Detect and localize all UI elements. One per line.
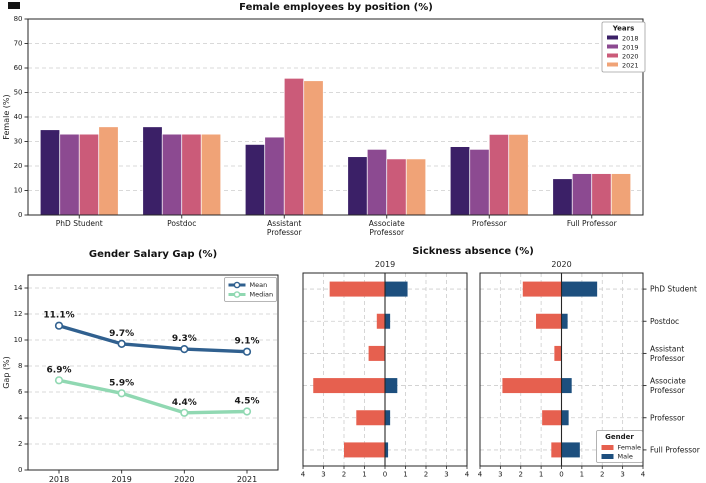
tick-label: 14 xyxy=(13,284,23,292)
legend-swatch xyxy=(607,45,618,49)
data-point xyxy=(56,377,63,384)
bar-female xyxy=(313,378,385,393)
legend-label: Mean xyxy=(249,281,268,289)
data-point xyxy=(244,408,251,415)
x-tick-label: 2018 xyxy=(48,475,70,483)
category-label: Associate xyxy=(650,376,686,386)
x-tick-label: 2 xyxy=(600,470,605,479)
data-label: 6.9% xyxy=(46,365,72,376)
tick-label: 50 xyxy=(13,88,23,97)
x-tick-label: 4 xyxy=(300,470,306,479)
legend-swatch xyxy=(607,36,618,40)
bar-female xyxy=(377,314,385,329)
bar-male xyxy=(385,314,390,329)
data-label: 4.4% xyxy=(171,397,197,408)
category-label: PhD Student xyxy=(650,284,697,294)
category-label: Assistant xyxy=(267,219,302,228)
data-point xyxy=(181,410,188,417)
legend-marker xyxy=(234,292,239,297)
legend-marker xyxy=(234,282,239,287)
bar-male xyxy=(562,378,572,393)
category-label: Full Professor xyxy=(566,219,617,228)
bar-male xyxy=(562,282,598,297)
tick-label: 60 xyxy=(13,64,23,72)
x-tick-label: 0 xyxy=(382,470,388,479)
y-axis-label: Female (%) xyxy=(2,94,11,140)
data-label: 5.9% xyxy=(109,378,135,389)
category-label: Associate xyxy=(368,219,405,228)
category-label: Professor xyxy=(650,353,685,363)
bar-2019 xyxy=(572,174,592,215)
x-tick-label: 2 xyxy=(423,470,429,479)
legend-title: Gender xyxy=(605,433,634,441)
x-tick-label: 3 xyxy=(620,470,625,479)
bar-female xyxy=(551,442,561,457)
panel-title: 2020 xyxy=(551,260,572,269)
legend-label: 2019 xyxy=(622,43,639,52)
bar-female xyxy=(502,378,561,393)
bar-2018 xyxy=(40,130,60,215)
legend-label: 2021 xyxy=(622,61,639,70)
tick-label: 80 xyxy=(13,15,23,23)
x-tick-label: 4 xyxy=(464,470,470,479)
tick-label: 12 xyxy=(13,310,23,318)
data-label: 9.3% xyxy=(171,334,197,345)
legend-swatch xyxy=(607,54,618,58)
bar-female xyxy=(523,282,562,297)
bar-2021 xyxy=(304,81,324,215)
legend-label: 2020 xyxy=(622,52,639,61)
bar-male xyxy=(385,282,408,297)
bar-2020 xyxy=(182,134,202,215)
tick-label: 10 xyxy=(13,336,23,344)
category-label: Assistant xyxy=(650,344,685,354)
legend-swatch xyxy=(607,63,618,67)
category-label: Postdoc xyxy=(650,316,680,326)
sickness-absence-title: Sickness absence (%) xyxy=(412,246,534,257)
x-tick-label: 2021 xyxy=(236,475,258,483)
bar-2018 xyxy=(450,147,470,215)
x-tick-label: 1 xyxy=(579,470,585,479)
bar-female xyxy=(344,442,385,457)
bar-2020 xyxy=(489,134,509,215)
tick-label: 20 xyxy=(13,162,23,170)
x-tick-label: 3 xyxy=(498,470,503,479)
category-label: Professor xyxy=(369,228,405,237)
x-tick-label: 3 xyxy=(444,470,449,479)
bar-male xyxy=(562,442,580,457)
x-tick-label: 0 xyxy=(559,470,564,479)
data-point xyxy=(56,322,63,329)
data-label: 9.7% xyxy=(109,328,135,339)
category-label: Postdoc xyxy=(167,219,197,228)
bar-2021 xyxy=(99,127,119,215)
bar-2019 xyxy=(60,134,80,215)
x-tick-label: 2020 xyxy=(174,475,195,483)
bar-2019 xyxy=(470,149,490,215)
bar-2021 xyxy=(201,134,221,215)
tick-label: 0 xyxy=(18,211,23,219)
bar-2020 xyxy=(79,134,99,215)
bar-2018 xyxy=(143,127,163,215)
data-point xyxy=(181,346,188,353)
legend-label: Male xyxy=(617,452,633,461)
bar-female xyxy=(536,314,561,329)
bar-female xyxy=(330,282,385,297)
data-point xyxy=(244,348,251,355)
tick-label: 30 xyxy=(13,137,23,146)
tick-label: 2 xyxy=(18,440,23,448)
data-point xyxy=(118,390,125,397)
bar-2019 xyxy=(367,149,387,215)
bar-male xyxy=(385,410,390,425)
legend-swatch xyxy=(602,454,614,459)
bar-2021 xyxy=(406,159,426,215)
tick-label: 40 xyxy=(13,113,23,121)
bar-male xyxy=(562,410,569,425)
series-line-mean xyxy=(59,326,247,352)
bar-female xyxy=(542,410,561,425)
series-line-median xyxy=(59,380,247,413)
data-label: 9.1% xyxy=(234,336,260,347)
legend-label: Median xyxy=(249,290,274,299)
x-tick-label: 3 xyxy=(321,470,326,479)
bar-2018 xyxy=(348,157,368,215)
x-tick-label: 1 xyxy=(362,470,367,479)
bar-female xyxy=(554,346,561,361)
data-label: 4.5% xyxy=(234,396,260,407)
x-tick-label: 4 xyxy=(640,470,646,479)
tick-label: 6 xyxy=(18,388,23,396)
x-tick-label: 4 xyxy=(477,470,483,479)
x-tick-label: 2019 xyxy=(111,475,132,483)
bar-2020 xyxy=(592,174,612,215)
category-label: Professor xyxy=(266,228,302,237)
female-by-position-title: Female employees by position (%) xyxy=(239,2,433,13)
x-tick-label: 1 xyxy=(403,470,408,479)
tick-label: 8 xyxy=(18,362,23,370)
tick-label: 0 xyxy=(18,466,23,474)
legend-label: 2018 xyxy=(622,34,639,43)
bar-2018 xyxy=(553,179,573,215)
bar-male xyxy=(385,378,397,393)
category-label: Professor xyxy=(650,386,685,396)
x-tick-label: 2 xyxy=(341,470,347,479)
panel-title: 2019 xyxy=(374,260,396,269)
salary-gap-title: Gender Salary Gap (%) xyxy=(88,249,218,260)
data-label: 11.1% xyxy=(43,310,75,321)
legend-label: Female xyxy=(617,443,642,452)
category-label: Full Professor xyxy=(650,445,700,455)
category-label: PhD Student xyxy=(55,219,103,228)
y-axis-label: Gap (%) xyxy=(2,356,11,389)
bar-female xyxy=(356,410,385,425)
category-label: Professor xyxy=(471,219,507,228)
bar-2021 xyxy=(611,174,631,215)
bar-male xyxy=(562,314,568,329)
x-tick-label: 2 xyxy=(518,470,523,479)
bar-2021 xyxy=(509,134,529,215)
data-point xyxy=(118,341,125,348)
tick-label: 4 xyxy=(18,414,23,422)
bar-female xyxy=(369,346,385,361)
tick-label: 70 xyxy=(13,39,23,48)
bar-2019 xyxy=(265,137,285,215)
category-label: Professor xyxy=(650,413,685,423)
x-tick-label: 1 xyxy=(538,470,544,479)
tick-label: 10 xyxy=(13,186,23,195)
legend-title: Years xyxy=(612,24,635,33)
bar-2018 xyxy=(245,144,265,215)
bar-2020 xyxy=(284,78,304,215)
bar-2019 xyxy=(162,134,182,215)
bar-2020 xyxy=(387,159,407,215)
legend-swatch xyxy=(602,445,614,450)
